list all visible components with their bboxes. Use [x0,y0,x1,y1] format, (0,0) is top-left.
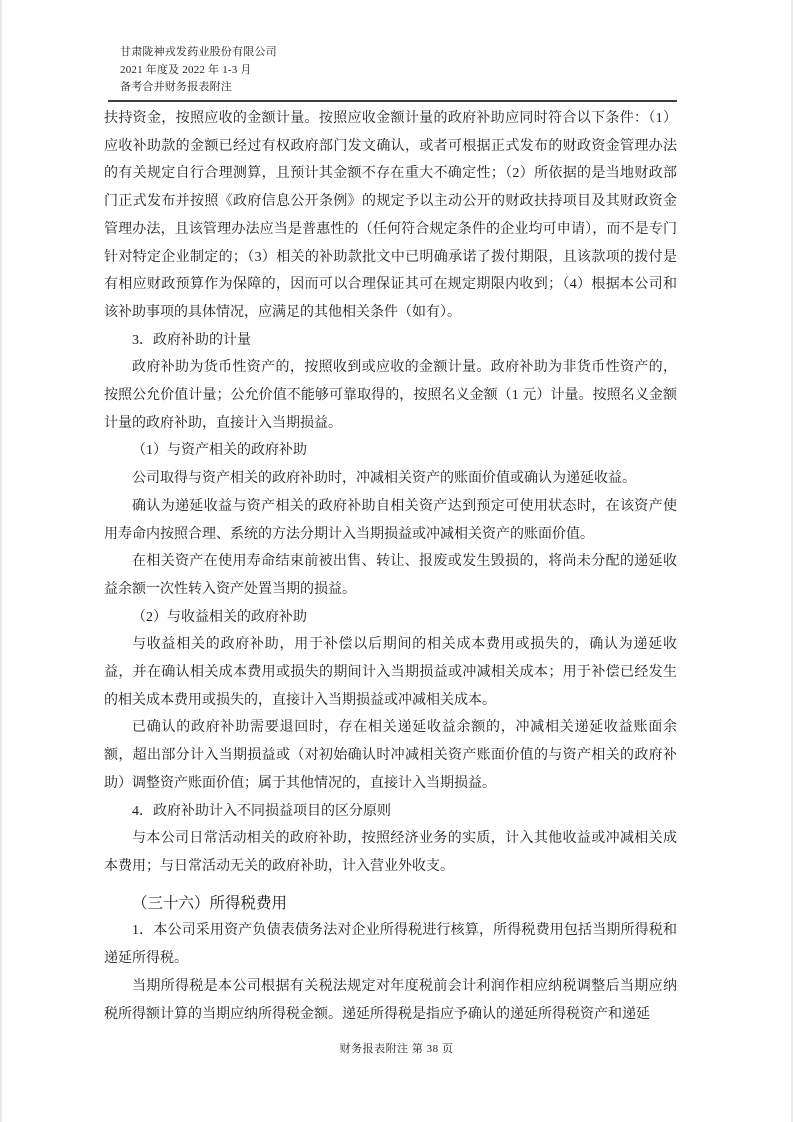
paragraph-continuation: 扶持资金，按照应收的金额计量。按照应收金额计量的政府补助应同时符合以下条件：（1）应收补助款的金额已经过有权政府部门发文确认，或者可根据正式发布的财政资金管理办法的有关规定自行合理测算，且预计其金额不存在重大不确定性；（2）所依据的是当地财政部门正式发布并按照《政府信息公开条例》的规定予以主动公开的财政扶持项目及其财政资金管理办法，且该管理办法应当是普惠性的（任何符合规定条件的企业均可申请），而不是专门针对特定企业制定的；（3）相关的补助款批文中已明确承诺了拨付期限，且该款项的拨付是有相应财政预算作为保障的，因而可以合理保证其可在规定期限内收到；（4）根据本公司和该补助事项的具体情况，应满足的其他相关条件（如有）。 [104,111,677,320]
item-caption-1: （1）与资产相关的政府补助 [132,443,307,459]
page-footer [0,1040,793,1056]
paragraph: 公司取得与资产相关的政府补助时，冲减相关资产的账面价值或确认为递延收益。 [132,471,636,487]
paragraph: 确认为递延收益与资产相关的政府补助自相关资产达到预定可使用状态时，在该资产使用寿命内按照合理、系统的方法分期计入当期损益或冲减相关资产的账面价值。 [104,498,677,542]
paragraph: 政府补助为货币性资产的，按照收到或应收的金额计量。政府补助为非货币性资产的，按照公允价值计量；公允价值不能够可靠取得的，按照名义金额（1 元）计量。按照名义金额计量的政府补助，直接计入当期损益。 [104,360,677,431]
paragraph: 与本公司日常活动相关的政府补助，按照经济业务的实质，计入其他收益或冲减相关成本费用；与日常活动无关的政府补助，计入营业外收支。 [104,831,677,874]
paragraph: 已确认的政府补助需要退回时，存在相关递延收益余额的，冲减相关递延收益账面余额，超出部分计入当期损益或（对初始确认时冲减相关资产账面价值的与资产相关的政府补助）调整资产账面价值；属于其他情况的，直接计入当期损益。 [104,720,677,791]
subsection-heading-3: 3．政府补助的计量 [132,332,251,348]
header-company-name: 甘肃陇神戎发药业股份有限公司 [120,46,277,58]
page-header [120,44,277,97]
document-body [104,105,677,1028]
item-caption-2: （2）与收益相关的政府补助 [132,609,307,625]
footer-page-label: 财务报表附注 第 38 页 [339,1043,454,1055]
header-doc-title: 备考合并财务报表附注 [120,81,232,93]
paragraph: 当期所得税是本公司根据有关税法规定对年度税前会计利润作相应纳税调整后当期应纳税所得额计算的当期应纳所得税金额。递延所得税是指应予确认的递延所得税资产和递延 [104,978,677,1022]
subsection-heading-4: 4．政府补助计入不同损益项目的区分原则 [132,803,391,819]
paragraph: 在相关资产在使用寿命结束前被出售、转让、报废或发生毁损的，将尚未分配的递延收益余额一次性转入资产处置当期的损益。 [104,554,677,597]
header-report-period: 2021 年度及 2022 年 1-3 月 [120,63,252,76]
paragraph: 与收益相关的政府补助，用于补偿以后期间的相关成本费用或损失的，确认为递延收益，并在确认相关成本费用或损失的期间计入当期损益或冲减相关成本；用于补偿已经发生的相关成本费用或损失的，直接计入当期损益或冲减相关成本。 [104,637,677,708]
paragraph: 1．本公司采用资产负债表债务法对企业所得税进行核算，所得税费用包括当期所得税和递延所得税。 [104,923,677,967]
section-heading-income-tax: （三十六）所得税费用 [132,894,288,912]
header-divider-line [108,100,677,102]
